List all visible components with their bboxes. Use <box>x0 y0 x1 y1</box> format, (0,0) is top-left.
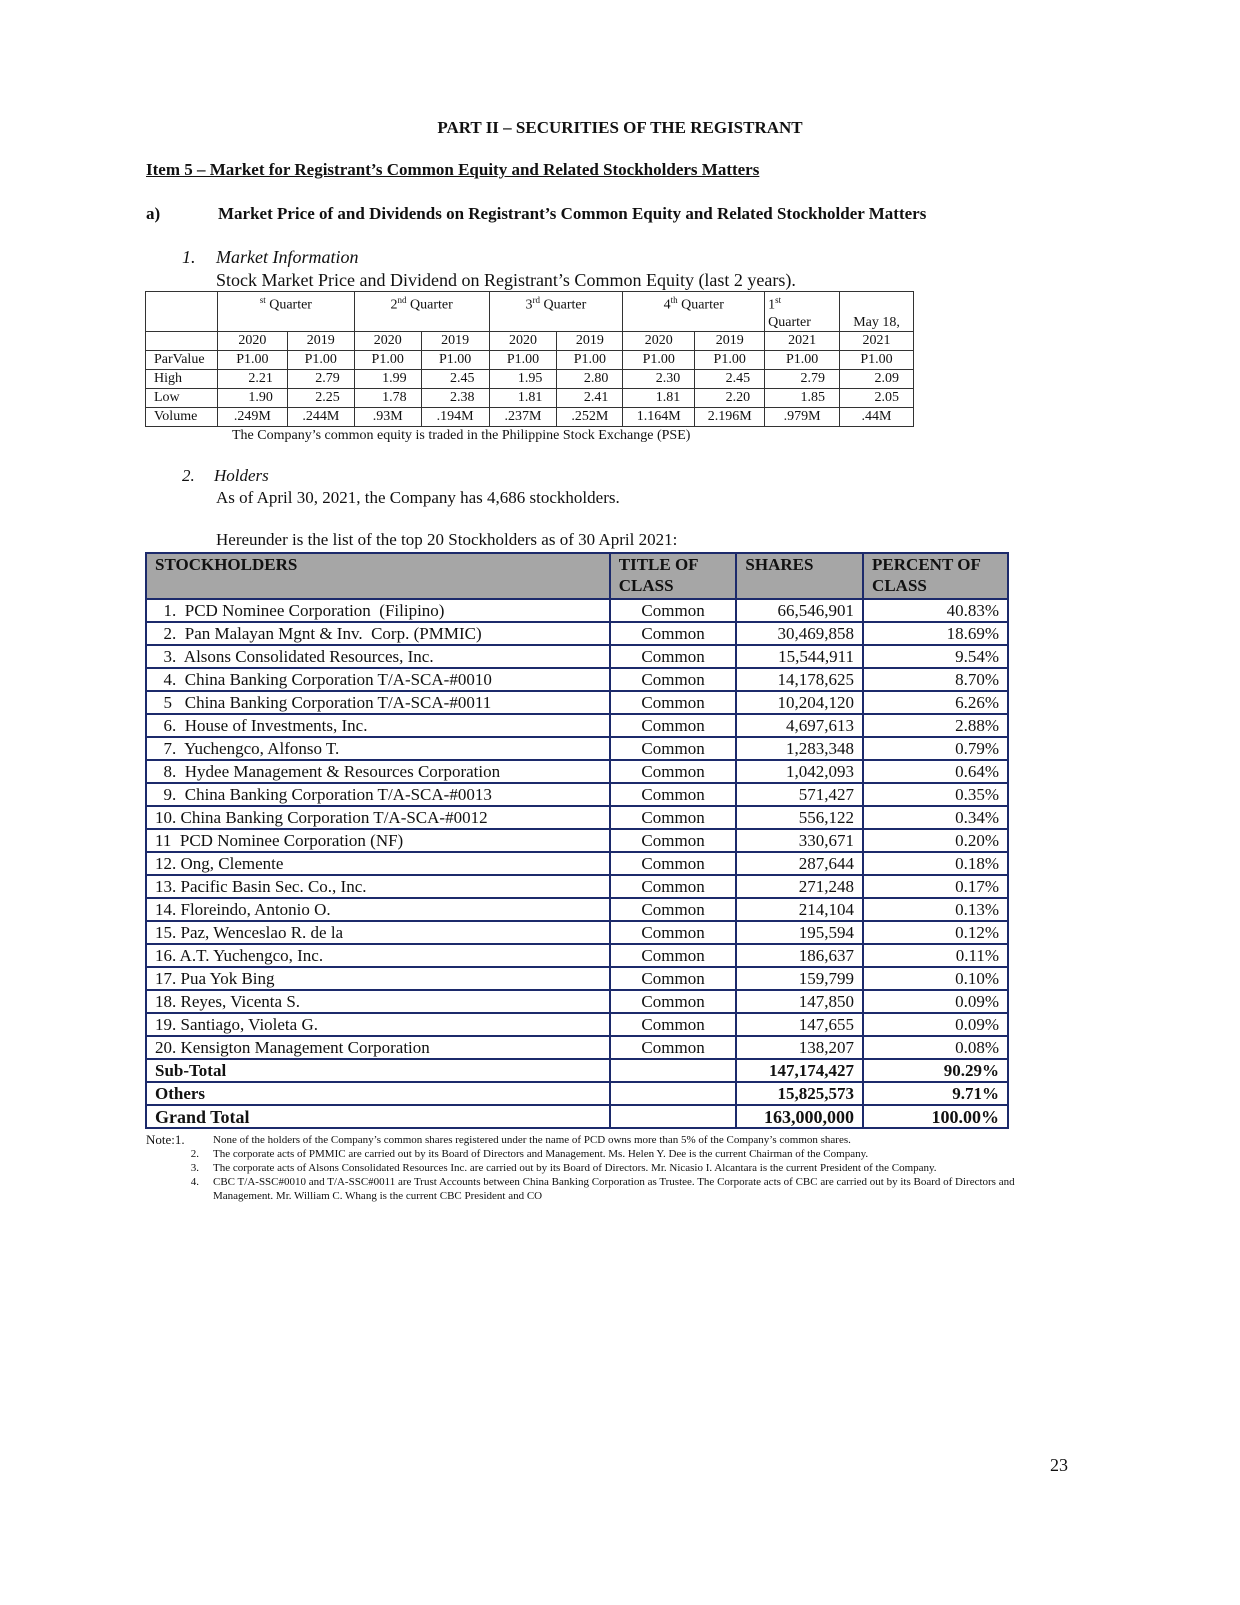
title-of-class: Common <box>610 1013 737 1036</box>
percent: 0.11% <box>863 944 1008 967</box>
q3-header: 3rd Quarter <box>489 292 623 332</box>
note-text: The corporate acts of Alsons Consolidated Resources Inc. are carried out by its Board of Directors. Mr. Nicasio I. Alcantara is the current President of the Company. <box>213 1162 937 1174</box>
total-shares: 15,825,573 <box>736 1082 863 1105</box>
stockholder-name: 13. Pacific Basin Sec. Co., Inc. <box>146 875 610 898</box>
holders-title: Holders <box>214 466 269 485</box>
title-of-class: Common <box>610 599 737 622</box>
year-cell: 2019 <box>695 331 765 350</box>
holders-number: 2. <box>182 466 195 485</box>
page-number: 23 <box>1050 1455 1068 1475</box>
year-row <box>146 331 914 350</box>
percent: 0.18% <box>863 852 1008 875</box>
table-row <box>146 668 1008 691</box>
shares: 556,122 <box>736 806 863 829</box>
stockholder-name: 11 PCD Nominee Corporation (NF) <box>146 829 610 852</box>
item-title: Item 5 – Market for Registrant’s Common Equity and Related Stockholders Matters <box>146 160 760 179</box>
shares: 15,544,911 <box>736 645 863 668</box>
row-label: High <box>146 369 218 388</box>
year-cell: 2021 <box>765 331 840 350</box>
title-of-class: Common <box>610 714 737 737</box>
title-of-class: Common <box>610 783 737 806</box>
stockholder-name: 19. Santiago, Violeta G. <box>146 1013 610 1036</box>
table-row <box>146 599 1008 622</box>
table-row <box>146 921 1008 944</box>
market-info-number: 1. <box>182 247 196 267</box>
section-a-heading <box>146 204 926 224</box>
table-row <box>146 852 1008 875</box>
total-row <box>146 1082 1008 1105</box>
table-row <box>146 714 1008 737</box>
percent: 0.12% <box>863 921 1008 944</box>
percent: 0.20% <box>863 829 1008 852</box>
shares: 1,283,348 <box>736 737 863 760</box>
title-of-class: Common <box>610 875 737 898</box>
holders-count-text: As of April 30, 2021, the Company has 4,686 stockholders. <box>216 488 620 507</box>
notes-section <box>146 1133 1026 1203</box>
year-cell: 2020 <box>623 331 695 350</box>
shares: 214,104 <box>736 898 863 921</box>
q1-header: $^{st}$ Quarter <box>217 292 354 332</box>
table-row <box>146 645 1008 668</box>
may-18-header: May 18, <box>840 292 914 332</box>
shares: 4,697,613 <box>736 714 863 737</box>
section-a-label: a) <box>146 204 161 223</box>
title-of-class: Common <box>610 737 737 760</box>
header-stockholders: STOCKHOLDERS <box>146 553 610 599</box>
shares: 66,546,901 <box>736 599 863 622</box>
note-text: CBC T/A-SSC#0010 and T/A-SSC#0011 are Trust Accounts between China Banking Corporation as Trustee. The Corporate acts of CBC are carried out by its Board of Directors and Management. Mr. William C. Whang is the current CBC President and CO <box>213 1176 1015 1202</box>
header-percent-of-class: PERCENT OF CLASS <box>863 553 1008 599</box>
title-of-class: Common <box>610 921 737 944</box>
total-label: Grand Total <box>146 1105 610 1128</box>
year-cell: 2019 <box>287 331 354 350</box>
shares: 287,644 <box>736 852 863 875</box>
stockholder-name: 7. Yuchengco, Alfonso T. <box>146 737 610 760</box>
total-percent: 90.29% <box>863 1059 1008 1082</box>
table-row <box>146 898 1008 921</box>
low-row: Low 1.90 2.25 1.78 2.38 1.81 2.41 1.81 2.20 1.85 2.05 <box>146 388 914 407</box>
part-title: PART II – SECURITIES OF THE REGISTRANT <box>437 118 803 137</box>
shares: 330,671 <box>736 829 863 852</box>
market-info-title: Market Information <box>216 247 359 267</box>
stockholder-name: 12. Ong, Clemente <box>146 852 610 875</box>
header-title-of-class: TITLE OF CLASS <box>610 553 737 599</box>
market-info-caption: Stock Market Price and Dividend on Registrant’s Common Equity (last 2 years). <box>216 270 796 290</box>
exchange-note: The Company’s common equity is traded in the Philippine Stock Exchange (PSE) <box>232 428 691 443</box>
shares: 1,042,093 <box>736 760 863 783</box>
stockholder-name: 8. Hydee Management & Resources Corporation <box>146 760 610 783</box>
percent: 0.79% <box>863 737 1008 760</box>
table-row <box>146 944 1008 967</box>
q1-2021-header: 1st Quarter <box>765 292 840 332</box>
par-value-row: ParValue P1.00 P1.00 P1.00 P1.00 P1.00 P1.00 P1.00 P1.00 P1.00 P1.00 <box>146 350 914 369</box>
total-percent: 9.71% <box>863 1082 1008 1105</box>
row-label: Volume <box>146 407 218 426</box>
total-row <box>146 1105 1008 1128</box>
note-number: 3. <box>190 1162 199 1174</box>
stockholder-name: 16. A.T. Yuchengco, Inc. <box>146 944 610 967</box>
shares: 10,204,120 <box>736 691 863 714</box>
stockholder-name: 5 China Banking Corporation T/A-SCA-#0011 <box>146 691 610 714</box>
table-row <box>146 875 1008 898</box>
title-of-class: Common <box>610 622 737 645</box>
shares: 271,248 <box>736 875 863 898</box>
note-text: None of the holders of the Company’s common shares registered under the name of PCD owns more than 5% of the Company’s common shares. <box>213 1134 851 1146</box>
percent: 0.64% <box>863 760 1008 783</box>
title-of-class: Common <box>610 645 737 668</box>
percent: 0.35% <box>863 783 1008 806</box>
shares: 195,594 <box>736 921 863 944</box>
table-row <box>146 737 1008 760</box>
note-item <box>146 1175 1026 1203</box>
title-of-class: Common <box>610 806 737 829</box>
table-row <box>146 1036 1008 1059</box>
stockholder-name: 9. China Banking Corporation T/A-SCA-#0013 <box>146 783 610 806</box>
note-number: Note:1. <box>146 1132 185 1147</box>
stockholder-name: 4. China Banking Corporation T/A-SCA-#0010 <box>146 668 610 691</box>
total-percent: 100.00% <box>863 1105 1008 1128</box>
stockholders-totals <box>146 1059 1008 1128</box>
year-cell: 2020 <box>217 331 287 350</box>
year-cell: 2020 <box>354 331 421 350</box>
title-of-class: Common <box>610 691 737 714</box>
stockholder-name: 18. Reyes, Vicenta S. <box>146 990 610 1013</box>
shares: 571,427 <box>736 783 863 806</box>
stockholders-table <box>145 552 1009 1129</box>
title-of-class: Common <box>610 967 737 990</box>
percent: 0.08% <box>863 1036 1008 1059</box>
percent: 40.83% <box>863 599 1008 622</box>
stockholder-name: 1. PCD Nominee Corporation (Filipino) <box>146 599 610 622</box>
row-label: ParValue <box>146 350 218 369</box>
total-label: Others <box>146 1082 610 1105</box>
title-of-class: Common <box>610 668 737 691</box>
percent: 0.13% <box>863 898 1008 921</box>
table-row <box>146 1013 1008 1036</box>
table-row <box>146 783 1008 806</box>
stockholder-name: 14. Floreindo, Antonio O. <box>146 898 610 921</box>
stockholder-name: 2. Pan Malayan Mgnt & Inv. Corp. (PMMIC) <box>146 622 610 645</box>
title-of-class: Common <box>610 898 737 921</box>
table-row <box>146 990 1008 1013</box>
percent: 9.54% <box>863 645 1008 668</box>
title-of-class: Common <box>610 990 737 1013</box>
year-cell: 2021 <box>840 331 914 350</box>
percent: 8.70% <box>863 668 1008 691</box>
year-cell: 2019 <box>421 331 489 350</box>
title-of-class: Common <box>610 852 737 875</box>
percent: 0.17% <box>863 875 1008 898</box>
total-shares: 147,174,427 <box>736 1059 863 1082</box>
market-price-table <box>145 291 914 427</box>
stockholder-name: 10. China Banking Corporation T/A-SCA-#0012 <box>146 806 610 829</box>
shares: 30,469,858 <box>736 622 863 645</box>
table-row <box>146 806 1008 829</box>
volume-row: Volume .249M .244M .93M .194M .237M .252M 1.164M 2.196M .979M .44M <box>146 407 914 426</box>
note-number: 4. <box>190 1176 199 1188</box>
shares: 147,850 <box>736 990 863 1013</box>
stockholder-name: 20. Kensigton Management Corporation <box>146 1036 610 1059</box>
note-item <box>146 1147 1026 1161</box>
stockholders-header-row <box>146 553 1008 599</box>
header-shares: SHARES <box>736 553 863 599</box>
table-row <box>146 829 1008 852</box>
shares: 186,637 <box>736 944 863 967</box>
stockholder-name: 15. Paz, Wenceslao R. de la <box>146 921 610 944</box>
percent: 0.09% <box>863 990 1008 1013</box>
note-text: The corporate acts of PMMIC are carried out by its Board of Directors and Management. Ms. Helen Y. Dee is the current Chairman of the Company. <box>213 1148 869 1160</box>
note-number: 2. <box>190 1148 199 1160</box>
shares: 159,799 <box>736 967 863 990</box>
table-row <box>146 622 1008 645</box>
table-row <box>146 691 1008 714</box>
quarter-header-row <box>146 292 914 332</box>
shares: 14,178,625 <box>736 668 863 691</box>
corner-cell <box>146 292 218 332</box>
table-row <box>146 967 1008 990</box>
percent: 0.34% <box>863 806 1008 829</box>
percent: 0.09% <box>863 1013 1008 1036</box>
q2-header: 2nd Quarter <box>354 292 489 332</box>
note-item <box>146 1133 1026 1147</box>
shares: 138,207 <box>736 1036 863 1059</box>
year-cell: 2020 <box>489 331 557 350</box>
percent: 6.26% <box>863 691 1008 714</box>
title-of-class: Common <box>610 829 737 852</box>
percent: 18.69% <box>863 622 1008 645</box>
total-shares: 163,000,000 <box>736 1105 863 1128</box>
total-label: Sub-Total <box>146 1059 610 1082</box>
title-of-class: Common <box>610 760 737 783</box>
stockholders-body <box>146 599 1008 1059</box>
stockholder-name: 3. Alsons Consolidated Resources, Inc. <box>146 645 610 668</box>
title-of-class: Common <box>610 1036 737 1059</box>
section-a-title: Market Price of and Dividends on Registrant’s Common Equity and Related Stockholder Matters <box>218 204 927 223</box>
percent: 2.88% <box>863 714 1008 737</box>
table-row <box>146 760 1008 783</box>
title-of-class: Common <box>610 944 737 967</box>
shares: 147,655 <box>736 1013 863 1036</box>
note-item <box>146 1161 1026 1175</box>
year-cell: 2019 <box>557 331 623 350</box>
q4-header: 4th Quarter <box>623 292 765 332</box>
total-row <box>146 1059 1008 1082</box>
high-row: High 2.21 2.79 1.99 2.45 1.95 2.80 2.30 2.45 2.79 2.09 <box>146 369 914 388</box>
percent: 0.10% <box>863 967 1008 990</box>
stockholder-name: 17. Pua Yok Bing <box>146 967 610 990</box>
holders-list-intro: Hereunder is the list of the top 20 Stockholders as of 30 April 2021: <box>216 530 678 549</box>
row-label: Low <box>146 388 218 407</box>
stockholder-name: 6. House of Investments, Inc. <box>146 714 610 737</box>
